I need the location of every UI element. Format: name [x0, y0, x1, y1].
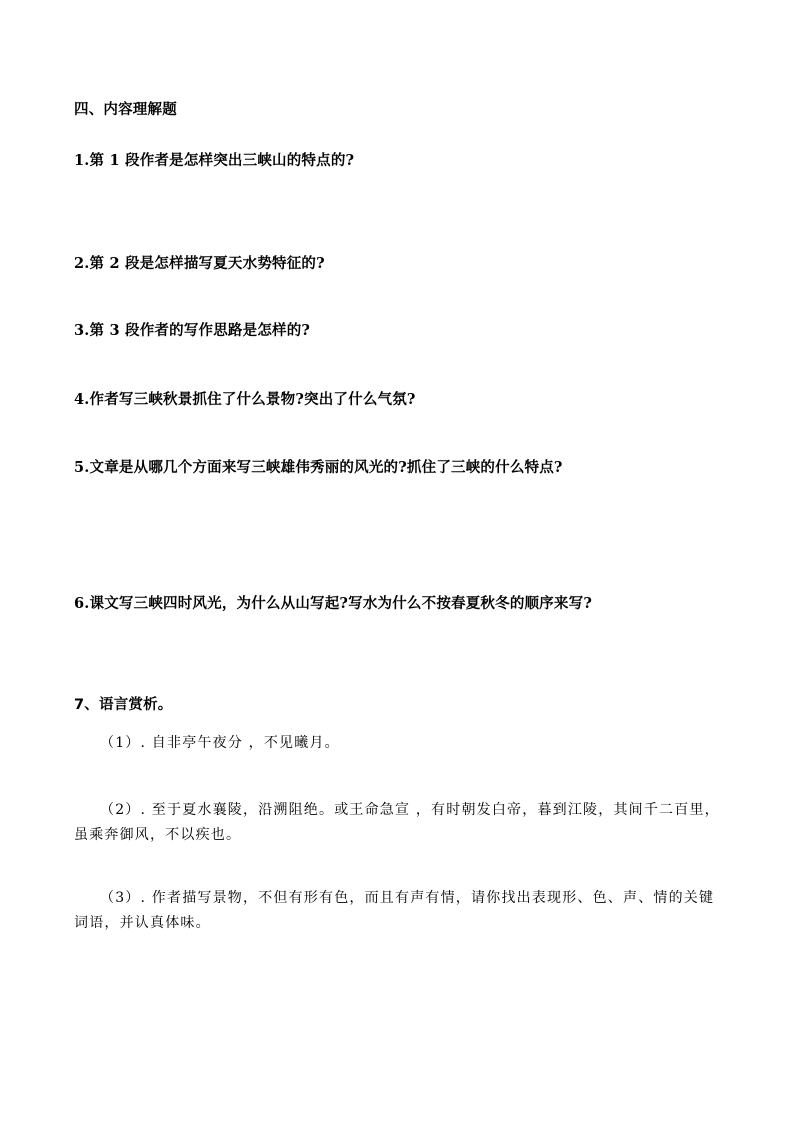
- question-5: 5.文章是从哪几个方面来写三峡雄伟秀丽的风光的?抓住了三峡的什么特点?: [74, 459, 563, 476]
- q7-item-3: （3）. 作者描写景物，不但有形有色，而且有声有情，请你找出表现形、色、声、情的关键词语，并认真体味。: [74, 890, 715, 931]
- question-4: 4.作者写三峡秋景抓住了什么景物?突出了什么气氛?: [74, 391, 416, 408]
- question-6: 6.课文写三峡四时风光，为什么从山写起?写水为什么不按春夏秋冬的顺序来写?: [74, 595, 593, 612]
- question-7-heading: 7、语言赏析。: [74, 697, 173, 713]
- question-2: 2.第 2 段是怎样描写夏天水势特征的?: [74, 255, 325, 272]
- section-heading: 四、内容理解题: [74, 102, 177, 118]
- question-3: 3.第 3 段作者的写作思路是怎样的?: [74, 322, 311, 339]
- q7-item-1: （1）. 自非亭午夜分 ，不见曦月。: [100, 735, 340, 751]
- q7-item-2: （2）. 至于夏水襄陵，沿溯阻绝。或王命急宣 ，有时朝发白帝，暮到江陵，其间千二百里，虽乘奔御风，不以疾也。: [74, 802, 720, 843]
- question-1: 1.第 1 段作者是怎样突出三峡山的特点的?: [74, 152, 355, 169]
